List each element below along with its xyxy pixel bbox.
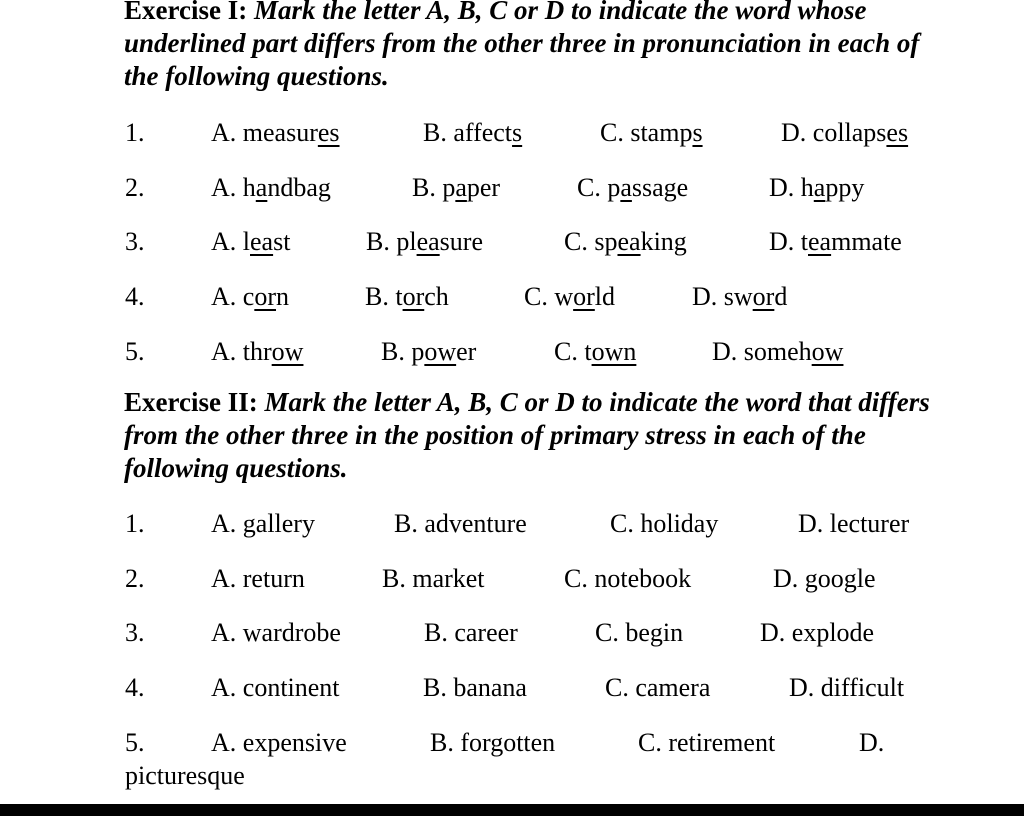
ex1-question-1 [0,116,1024,150]
ex1-question-5 [0,335,1024,369]
exercise-1-instruction: Mark the letter A, B, C or D to indicate the word whose underlined part differs from the other three in pronunciation in each of the following questions. [124,0,920,91]
question-number: 2. [125,564,145,593]
option-a: A. gallery [211,509,315,538]
option-d: D. sword [692,282,788,311]
question-number: 4. [125,673,145,702]
question-number: 3. [125,618,145,647]
question-number: 4. [125,282,145,311]
option-d: D. collapses [781,118,909,147]
option-d: D. happy [769,173,865,202]
option-d: D. [859,728,885,757]
option-a: A. throw [211,337,304,366]
option-b: B. adventure [394,509,527,538]
option-b: B. pleasure [366,227,483,256]
option-b: B. market [382,564,485,593]
option-d: D. lecturer [798,509,910,538]
option-b: B. torch [365,282,449,311]
option-c: C. passage [577,173,689,202]
option-a: A. measures [211,118,340,147]
option-b: B. forgotten [430,728,556,757]
option-c: C. world [524,282,616,311]
ex2-question-3 [0,616,1024,650]
option-c: C. retirement [638,728,776,757]
option-c: C. begin [595,618,684,647]
option-c: C. notebook [564,564,692,593]
option-d: D. google [773,564,876,593]
option-a: A. corn [211,282,289,311]
exercise-1-heading [124,0,954,93]
question-number: 5. [125,728,145,757]
option-a: A. return [211,564,305,593]
option-d-continuation: picturesque [125,761,245,790]
question-number: 1. [125,509,145,538]
option-b: B. power [381,337,477,366]
option-b: B. career [424,618,518,647]
option-c: C. stamps [600,118,703,147]
ex2-question-2 [0,562,1024,596]
question-number: 2. [125,173,145,202]
ex2-question-5-continued [0,759,1024,793]
bottom-border-bar [0,804,1024,816]
exercise-2-label: Exercise II: [124,387,258,417]
option-a: A. continent [211,673,340,702]
exercise-2-instruction: Mark the letter A, B, C or D to indicate the word that differs from the other three in the position of primary stress in each of the following questions. [124,387,930,483]
exercise-1-label: Exercise I: [124,0,248,25]
ex1-question-2 [0,171,1024,205]
exercise-2-heading [124,386,954,485]
option-c: C. town [554,337,637,366]
question-number: 3. [125,227,145,256]
option-a: A. least [211,227,291,256]
ex1-question-3 [0,225,1024,259]
option-c: C. camera [605,673,711,702]
option-d: D. explode [760,618,875,647]
ex2-question-1 [0,507,1024,541]
option-b: B. paper [412,173,501,202]
ex2-question-5 [0,726,1024,760]
question-number: 1. [125,118,145,147]
option-b: B. affects [423,118,523,147]
option-c: C. speaking [564,227,687,256]
option-d: D. somehow [712,337,844,366]
option-a: A. expensive [211,728,347,757]
option-d: D. difficult [789,673,905,702]
option-c: C. holiday [610,509,719,538]
option-a: A. handbag [211,173,331,202]
ex2-question-4 [0,671,1024,705]
option-a: A. wardrobe [211,618,341,647]
question-number: 5. [125,337,145,366]
option-b: B. banana [423,673,527,702]
ex1-question-4 [0,280,1024,314]
option-d: D. teammate [769,227,902,256]
